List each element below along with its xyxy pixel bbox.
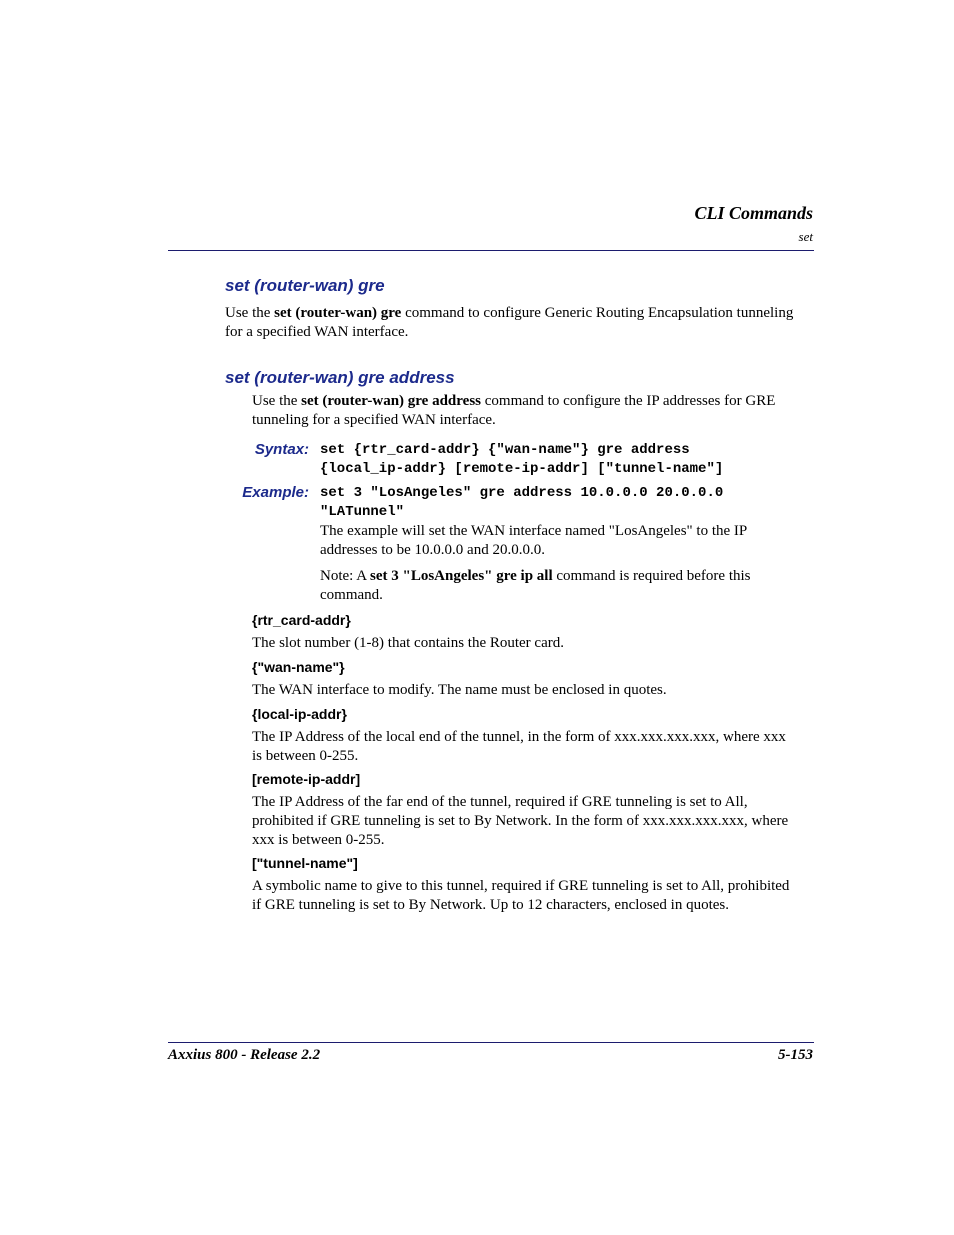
param-desc-remote-ip-addr: The IP Address of the far end of the tunnel, required if GRE tunneling is set to All, prohibited if GRE tunneling is set to By Network. In the form of xxx.xxx.xxx.xxx, where xxx is between 0-255. [252,794,789,848]
page-number: 5-153 [778,1047,813,1063]
param-desc-tunnel-name: A symbolic name to give to this tunnel, required if GRE tunneling is set to All, prohibited if GRE tunneling is set to By Network. Up to 12 characters, enclosed in quotes. [252,878,790,913]
header-rule [168,250,814,251]
param-desc-local-ip-addr: The IP Address of the local end of the tunnel, in the form of xxx.xxx.xxx.xxx, where xxx is between 0-255. [252,729,786,764]
param-name-local-ip-addr: {local-ip-addr} [252,706,347,722]
example-code: set 3 "LosAngeles" gre address 10.0.0.0 20.0.0.0 "LATunnel" [320,485,724,520]
param-name-tunnel-name: ["tunnel-name"] [252,855,358,871]
footer-rule [168,1042,814,1043]
example-description: The example will set the WAN interface named "LosAngeles" to the IP addresses to be 10.0.0.0 and 20.0.0.0. [320,523,748,558]
param-desc-wan-name: The WAN interface to modify. The name must be enclosed in quotes. [252,682,667,698]
footer-product: Axxius 800 - Release 2.2 [168,1047,321,1063]
section-heading-gre-address: set (router-wan) gre address [225,368,455,387]
syntax-code: set {rtr_card-addr} {"wan-name"} gre address {local_ip-addr} [remote-ip-addr] ["tunnel-name"] [320,442,724,477]
param-desc-rtr-card-addr: The slot number (1-8) that contains the Router card. [252,635,564,651]
example-label: Example: [242,484,309,501]
running-header-title: CLI Commands [694,203,813,223]
section-intro-gre-address: Use the set (router-wan) gre address command to configure the IP addresses for GRE tunneling for a specified WAN interface. [252,393,776,428]
section-intro-gre: Use the set (router-wan) gre command to configure Generic Routing Encapsulation tunneling for a specified WAN interface. [225,305,794,340]
param-name-wan-name: {"wan-name"} [252,659,345,675]
syntax-label: Syntax: [254,441,309,458]
param-name-remote-ip-addr: [remote-ip-addr] [252,771,361,787]
example-note: Note: A set 3 "LosAngeles" gre ip all command is required before this command. [320,568,751,603]
section-heading-gre: set (router-wan) gre [225,276,385,295]
running-header-subtitle: set [798,229,813,244]
param-name-rtr-card-addr: {rtr_card-addr} [252,612,351,628]
